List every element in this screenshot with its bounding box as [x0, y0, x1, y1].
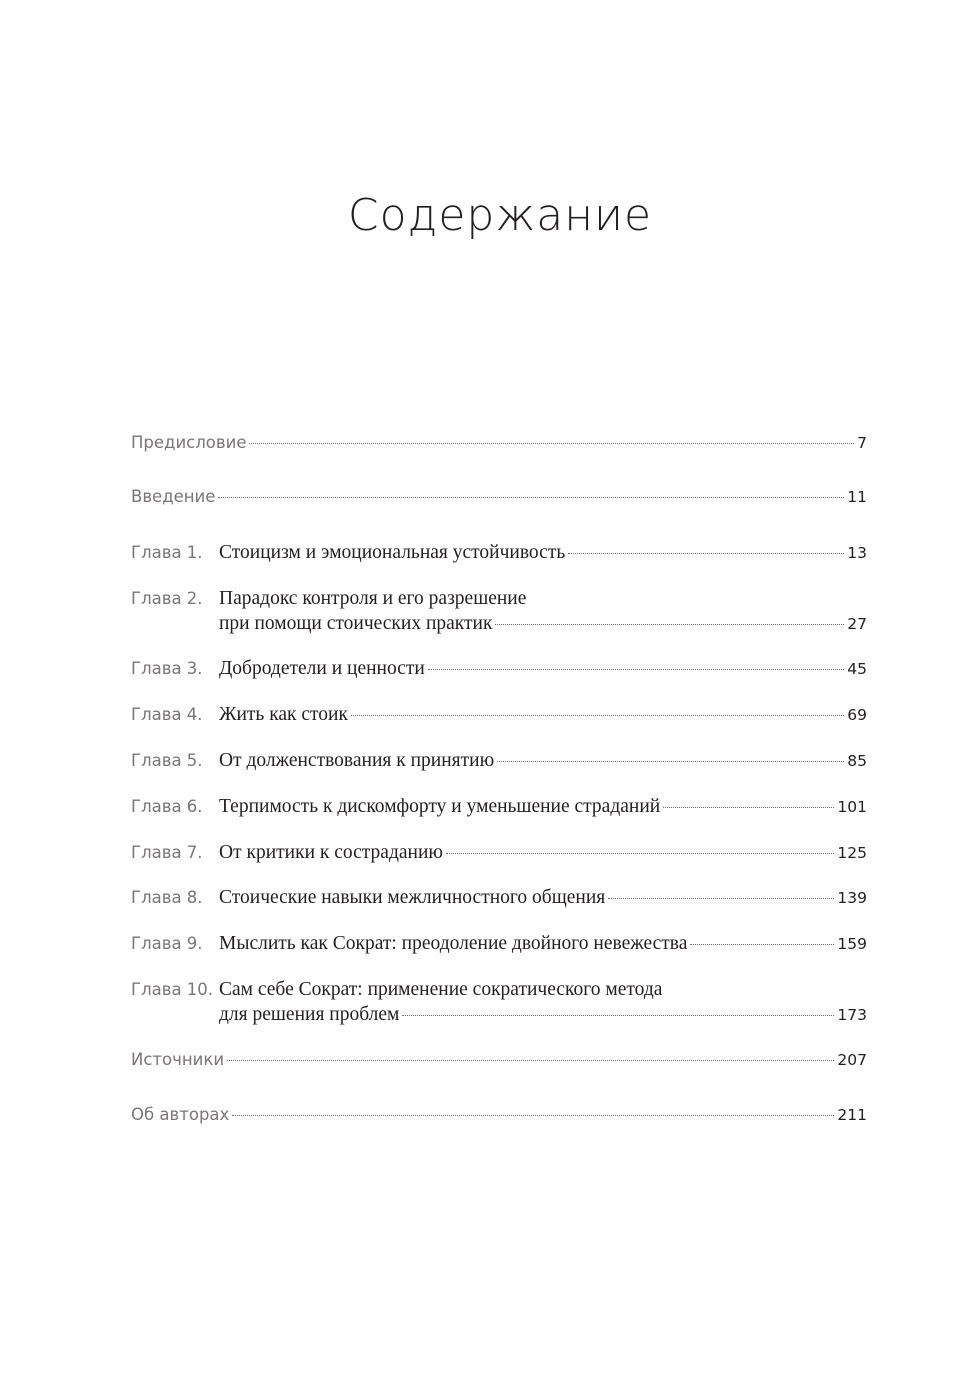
- toc-entry-introduction[interactable]: [131, 487, 867, 512]
- toc-entry-label: Об авторах: [131, 1105, 230, 1124]
- dot-leader: [608, 898, 834, 899]
- chapter-title-line-2: для решения проблем: [219, 1004, 400, 1025]
- toc-page-number: 173: [837, 1006, 867, 1024]
- chapter-title-line-1: Сам себе Сократ: применение сократического метода: [219, 979, 663, 1000]
- chapter-number: Глава 5.: [131, 751, 203, 770]
- chapter-title-line-2: при помощи стоических практик: [219, 613, 493, 634]
- toc-entry-sources[interactable]: [131, 1050, 867, 1075]
- toc-page-number: 159: [837, 935, 867, 953]
- toc-entry-about-authors[interactable]: [131, 1105, 867, 1130]
- dot-leader: [428, 669, 844, 670]
- chapter-number: Глава 1.: [131, 543, 203, 562]
- dot-leader: [249, 443, 854, 444]
- toc-page-number: 211: [837, 1106, 867, 1124]
- toc-entry-preface[interactable]: [131, 433, 867, 458]
- toc-page-number: 101: [837, 798, 867, 816]
- toc-page-number: 139: [837, 889, 867, 907]
- toc-entry-chapter-4[interactable]: [131, 704, 867, 729]
- toc-entry-chapter-6[interactable]: [131, 796, 867, 821]
- chapter-number: Глава 7.: [131, 843, 203, 862]
- chapter-title: От долженствования к принятию: [219, 750, 495, 771]
- chapter-number: Глава 9.: [131, 934, 203, 953]
- chapter-number: Глава 4.: [131, 705, 203, 724]
- toc-entry-chapter-5[interactable]: [131, 750, 867, 775]
- chapter-title: Стоицизм и эмоциональная устойчивость: [219, 542, 566, 563]
- toc-entry-chapter-7[interactable]: [131, 842, 867, 867]
- toc-entry-chapter-2[interactable]: [131, 588, 867, 638]
- dot-leader: [232, 1115, 834, 1116]
- toc-entry-chapter-9[interactable]: [131, 933, 867, 958]
- toc-entry-chapter-8[interactable]: [131, 887, 867, 912]
- toc-entry-label: Предисловие: [131, 433, 247, 452]
- toc-page-number: 207: [837, 1051, 867, 1069]
- toc-page-number: 7: [857, 434, 867, 452]
- chapter-number: Глава 10.: [131, 980, 214, 999]
- toc-page-number: 85: [847, 752, 867, 770]
- toc-entry-chapter-3[interactable]: [131, 658, 867, 683]
- page-title: Содержание: [347, 190, 653, 241]
- dot-leader: [227, 1060, 834, 1061]
- chapter-number: Глава 2.: [131, 589, 203, 608]
- dot-leader: [568, 553, 844, 554]
- chapter-title: Жить как стоик: [219, 704, 348, 725]
- dot-leader: [351, 715, 844, 716]
- toc-entry-label: Введение: [131, 487, 216, 506]
- chapter-number: Глава 6.: [131, 797, 203, 816]
- toc-page-number: 11: [847, 488, 867, 506]
- toc-entry-label: Источники: [131, 1050, 225, 1069]
- dot-leader: [663, 807, 834, 808]
- toc-page-number: 69: [847, 706, 867, 724]
- chapter-title: Добродетели и ценности: [219, 658, 425, 679]
- toc-entry-chapter-10[interactable]: [131, 979, 867, 1029]
- toc-page-number: 27: [847, 615, 867, 633]
- dot-leader: [690, 944, 834, 945]
- dot-leader: [497, 761, 844, 762]
- toc-page-number: 125: [837, 844, 867, 862]
- dot-leader: [495, 624, 844, 625]
- dot-leader: [446, 853, 834, 854]
- chapter-title: Терпимость к дискомфорту и уменьшение страданий: [219, 796, 661, 817]
- chapter-title: Мыслить как Сократ: преодоление двойного невежества: [219, 933, 688, 954]
- chapter-number: Глава 8.: [131, 888, 203, 907]
- chapter-title: От критики к состраданию: [219, 842, 443, 863]
- chapter-number: Глава 3.: [131, 659, 203, 678]
- toc-page-number: 45: [847, 660, 867, 678]
- chapter-title-line-1: Парадокс контроля и его разрешение: [219, 588, 527, 609]
- chapter-title: Стоические навыки межличностного общения: [219, 887, 606, 908]
- toc-entry-chapter-1[interactable]: [131, 542, 867, 567]
- dot-leader: [218, 497, 844, 498]
- dot-leader: [402, 1015, 834, 1016]
- toc-page-number: 13: [847, 544, 867, 562]
